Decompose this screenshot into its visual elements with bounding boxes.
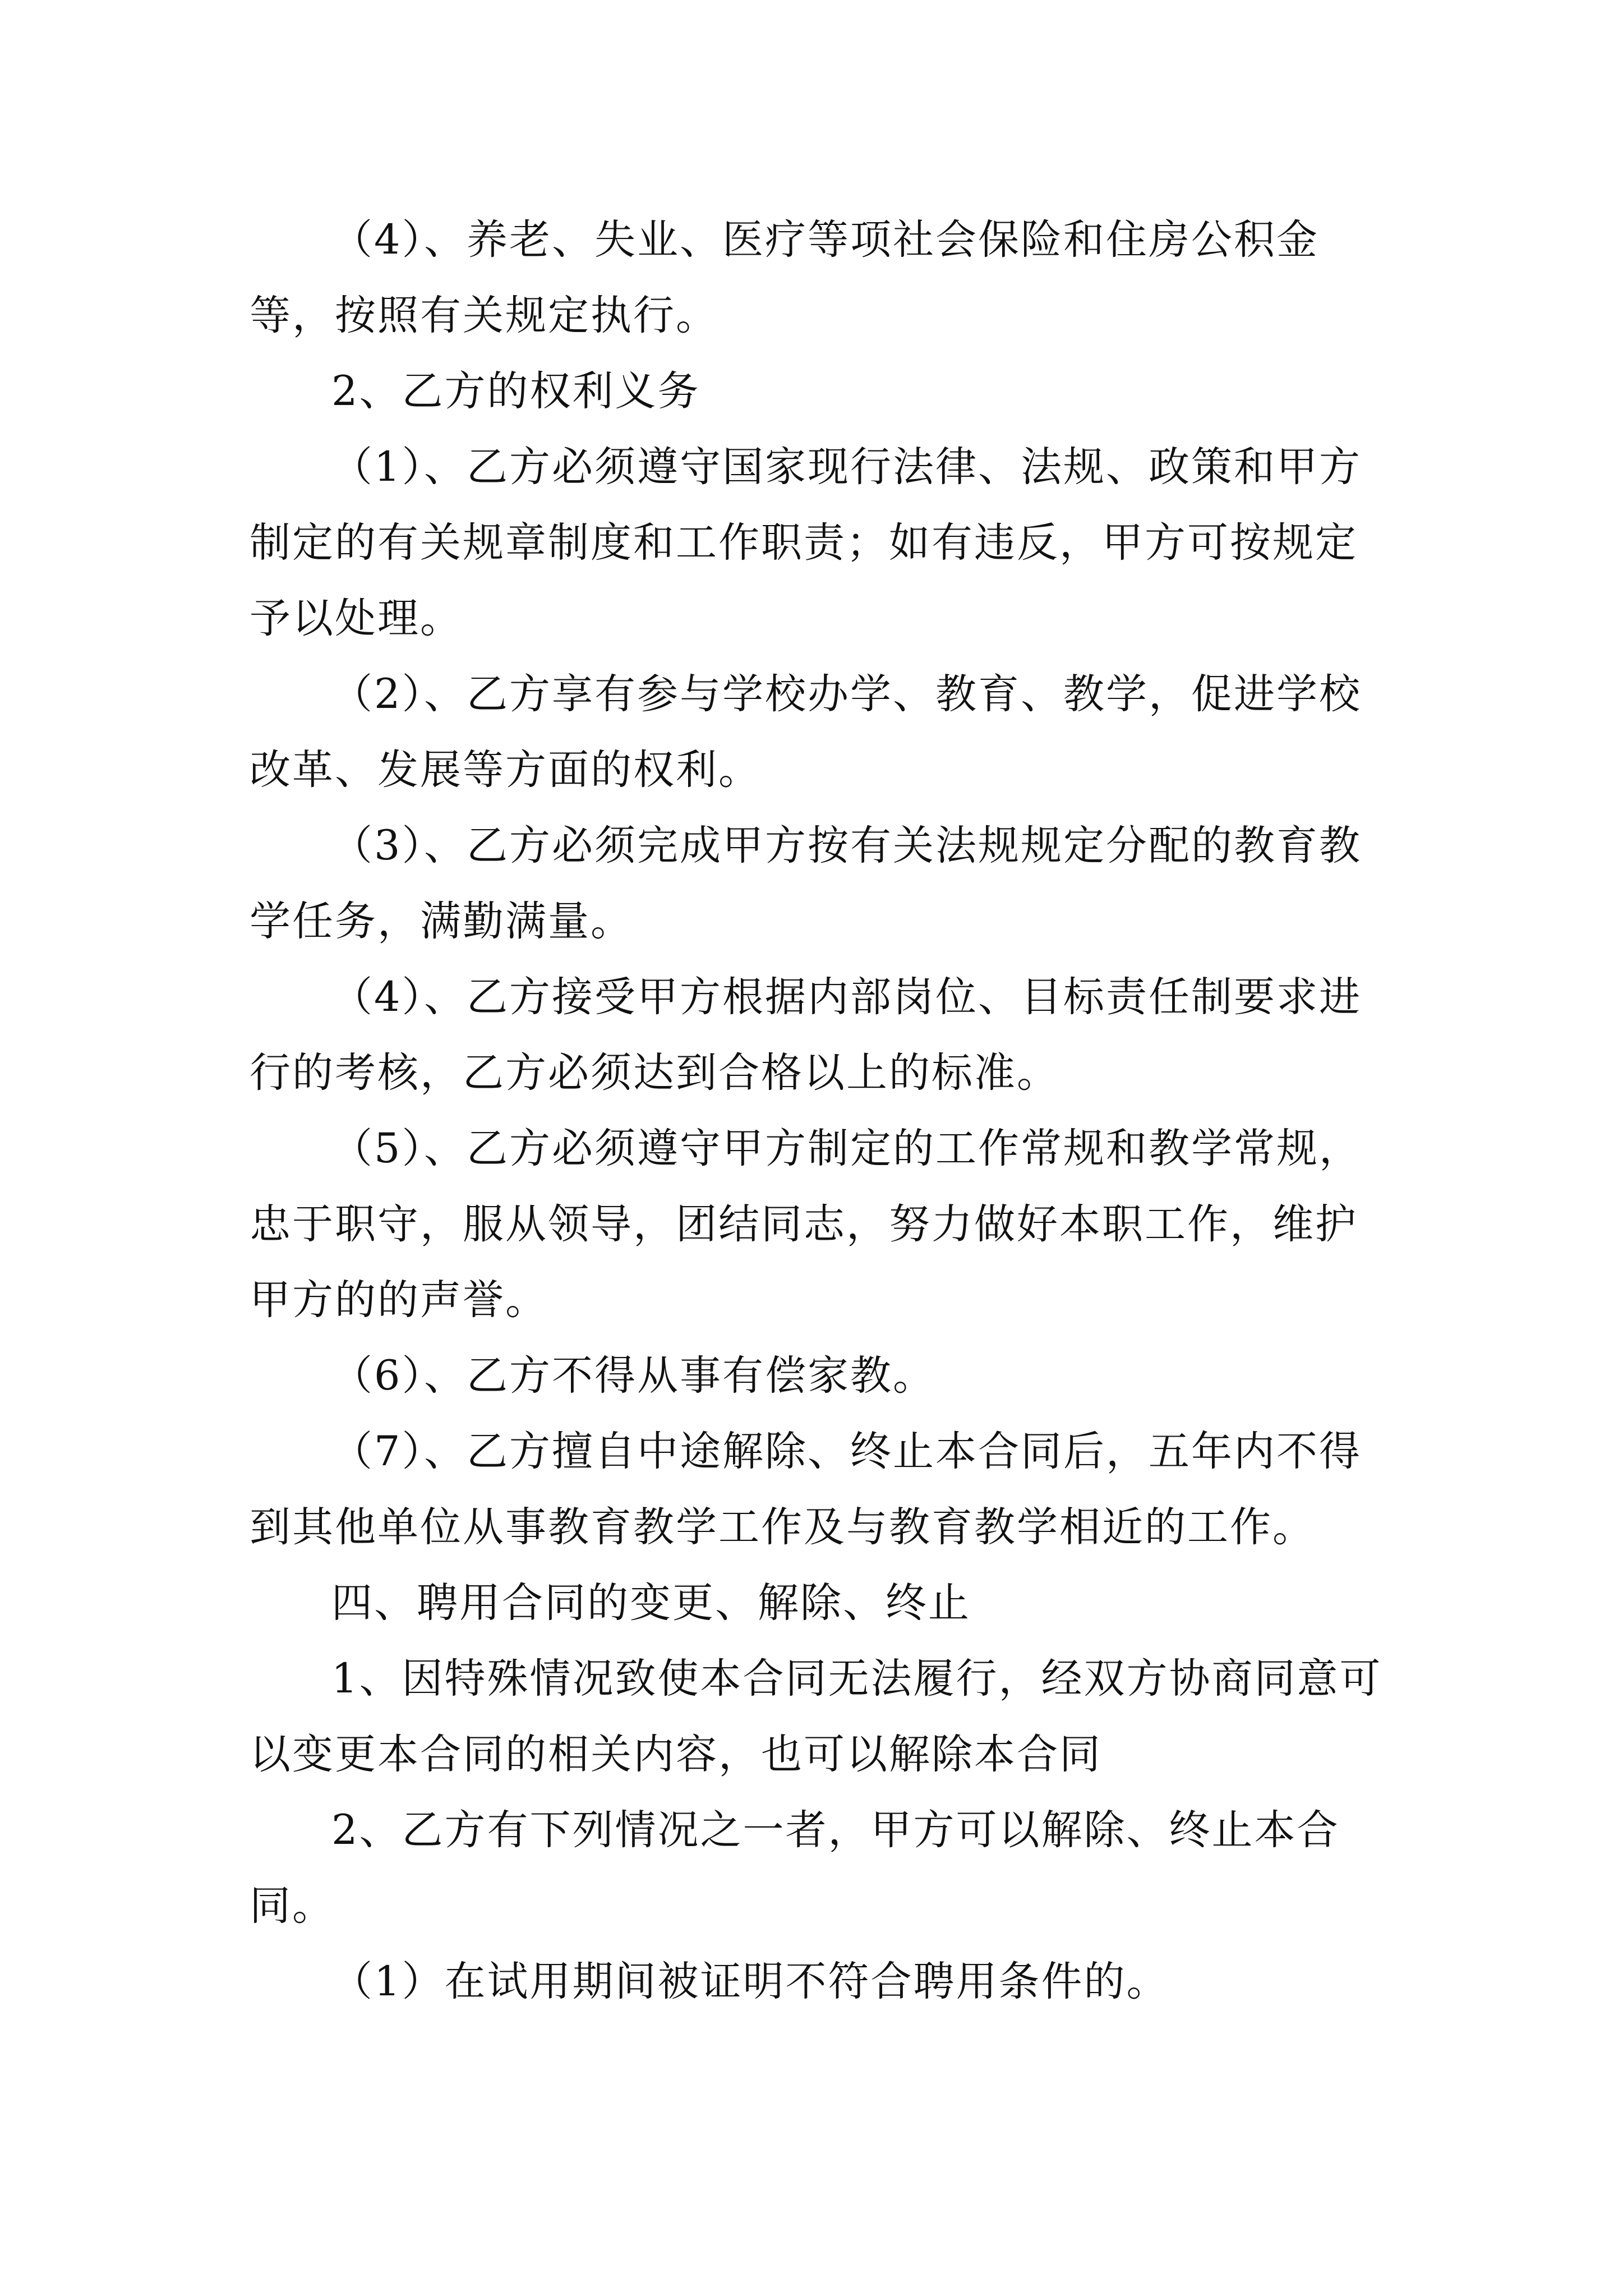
paragraph-early-termination: （7）、乙方擅自中途解除、终止本合同后，五年内不得到其他单位从事教育教学工作及与教育教学相近的工作。 bbox=[250, 1428, 1362, 1551]
section-heading-contract-changes: 四、聘用合同的变更、解除、终止 bbox=[331, 1579, 971, 1627]
section-heading-rights-obligations: 2、乙方的权利义务 bbox=[331, 367, 700, 415]
paragraph-social-insurance: （4）、养老、失业、医疗等项社会保险和住房公积金等，按照有关规定执行。 bbox=[250, 216, 1319, 339]
paragraph-no-paid-tutoring: （6）、乙方不得从事有偿家教。 bbox=[331, 1352, 935, 1400]
document-body bbox=[250, 202, 1382, 2019]
paragraph-special-circumstances: 1、因特殊情况致使本合同无法履行，经双方协商同意可以变更本合同的相关内容，也可以解除本合同 bbox=[250, 1655, 1382, 1778]
paragraph-termination-conditions: 2、乙方有下列情况之一者，甲方可以解除、终止本合同。 bbox=[250, 1806, 1340, 1930]
paragraph-obey-laws: （1）、乙方必须遵守国家现行法律、法规、政策和甲方制定的有关规章制度和工作职责；如有违反，甲方可按规定予以处理。 bbox=[250, 443, 1362, 642]
paragraph-assessment: （4）、乙方接受甲方根据内部岗位、目标责任制要求进行的考核，乙方必须达到合格以上的标准。 bbox=[250, 973, 1362, 1097]
paragraph-work-rules: （5）、乙方必须遵守甲方制定的工作常规和教学常规，忠于职守，服从领导，团结同志，努力做好本职工作，维护甲方的的声誉。 bbox=[250, 1125, 1362, 1324]
paragraph-probation: （1）在试用期间被证明不符合聘用条件的。 bbox=[331, 1958, 1169, 2005]
paragraph-teaching-tasks: （3）、乙方必须完成甲方按有关法规规定分配的教育教学任务，满勤满量。 bbox=[250, 822, 1362, 945]
paragraph-participation-rights: （2）、乙方享有参与学校办学、教育、教学，促进学校改革、发展等方面的权利。 bbox=[250, 670, 1362, 794]
